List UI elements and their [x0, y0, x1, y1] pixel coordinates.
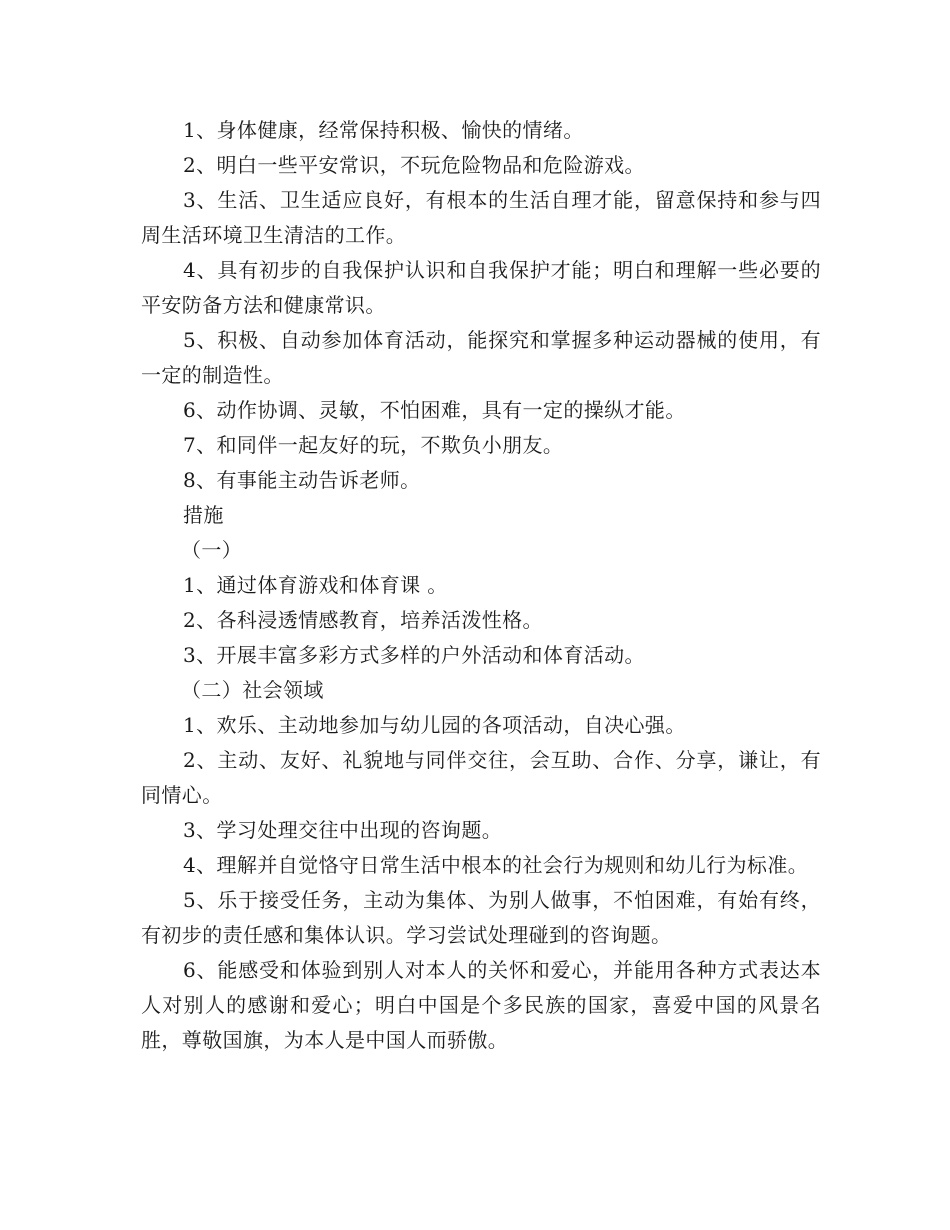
paragraph-goal-4: 4、具有初步的自我保护认识和自我保护才能；明白和理解一些必要的平安防备方法和健康常识。	[141, 258, 821, 317]
subsection-heading-1: （一）	[181, 538, 243, 562]
section-heading-measures: 措施	[183, 503, 224, 527]
paragraph-goal-3: 3、生活、卫生适应良好，有根本的生活自理才能，留意保持和参与四周生活环境卫生清洁的工作。	[141, 188, 821, 247]
paragraph-goal-5: 5、积极、自动参加体育活动，能探究和掌握多种运动器械的使用，有一定的制造性。	[141, 328, 821, 387]
paragraph-social-4: 4、理解并自觉恪守日常生活中根本的社会行为规则和幼儿行为标准。	[183, 853, 809, 877]
paragraph-goal-2: 2、明白一些平安常识，不玩危险物品和危险游戏。	[183, 153, 645, 177]
paragraph-goal-1: 1、身体健康，经常保持积极、愉快的情绪。	[183, 118, 584, 142]
paragraph-social-5: 5、乐于接受任务，主动为集体、为别人做事，不怕困难，有始有终，有初步的责任感和集体认识。学习尝试处理碰到的咨询题。	[141, 888, 821, 947]
paragraph-goal-8: 8、有事能主动告诉老师。	[183, 468, 421, 492]
paragraph-social-6: 6、能感受和体验到别人对本人的关怀和爱心，并能用各种方式表达本人对别人的感谢和爱心；明白中国是个多民族的国家，喜爱中国的风景名胜，尊敬国旗，为本人是中国人而骄傲。	[141, 958, 821, 1052]
subsection-heading-social: （二）社会领域	[181, 678, 324, 702]
document-body	[141, 113, 821, 1058]
paragraph-measure-2: 2、各科浸透情感教育，培养活泼性格。	[183, 608, 543, 632]
paragraph-goal-6: 6、动作协调、灵敏，不怕困难，具有一定的操纵才能。	[183, 398, 686, 422]
paragraph-social-3: 3、学习处理交往中出现的咨询题。	[183, 818, 503, 842]
paragraph-goal-7: 7、和同伴一起友好的玩，不欺负小朋友。	[183, 433, 564, 457]
paragraph-measure-1: 1、通过体育游戏和体育课 。	[183, 573, 448, 597]
paragraph-social-1: 1、欢乐、主动地参加与幼儿园的各项活动，自决心强。	[183, 713, 686, 737]
paragraph-measure-3: 3、开展丰富多彩方式多样的户外活动和体育活动。	[183, 643, 645, 667]
paragraph-social-2: 2、主动、友好、礼貌地与同伴交往，会互助、合作、分享，谦让，有同情心。	[141, 748, 821, 807]
